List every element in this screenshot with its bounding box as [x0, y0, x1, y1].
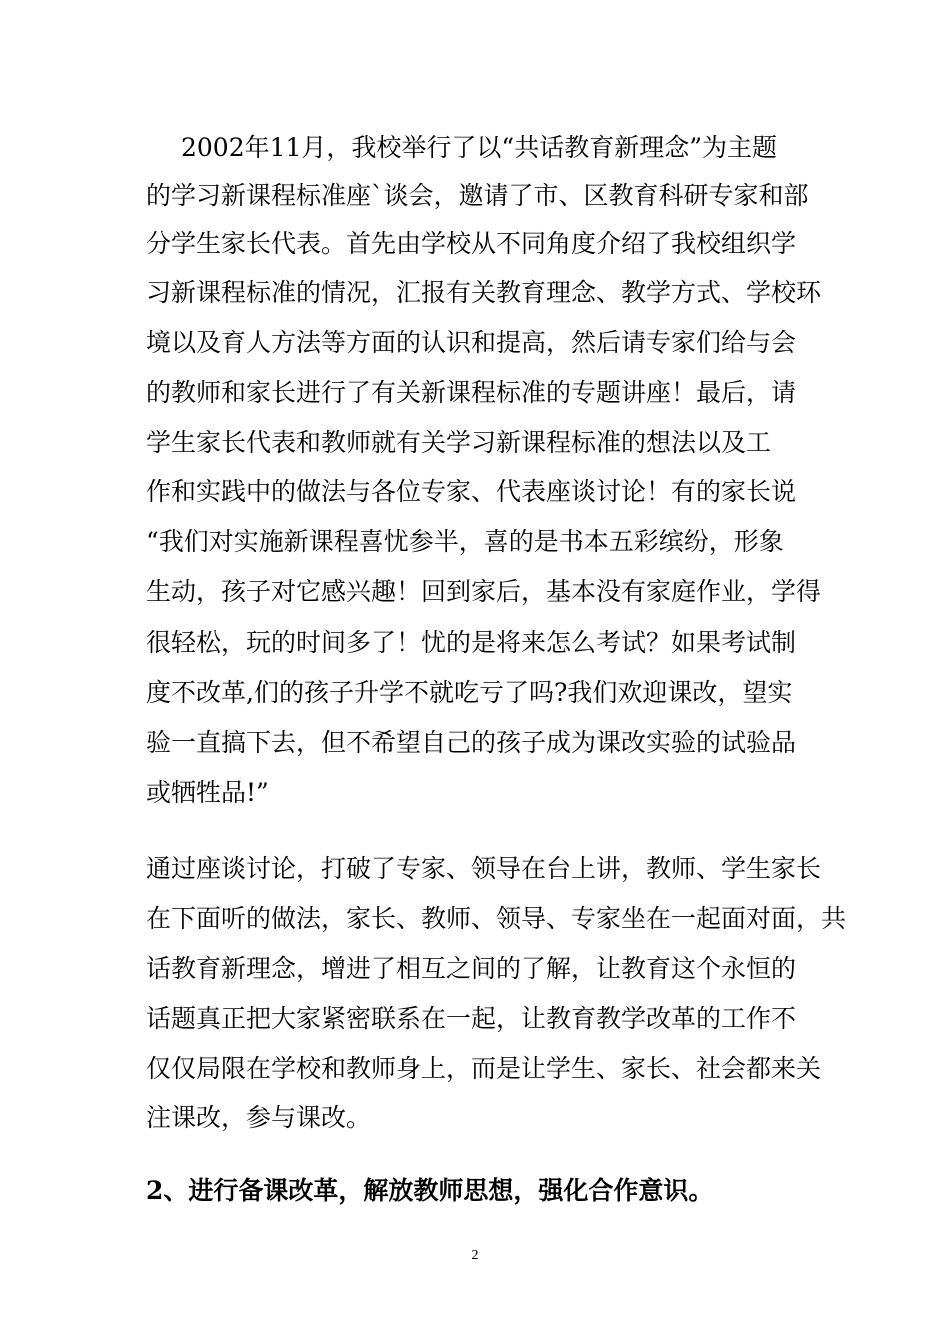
page-number: 2 — [471, 1248, 479, 1263]
paragraph-line: 生动，孩子对它感兴趣！回到家后，基本没有家庭作业，学得 — [146, 577, 822, 606]
paragraph-line: 注课改，参与课改。 — [146, 1103, 372, 1132]
paragraph-line: 习新课程标准的情况，汇报有关教育理念、教学方式、学校环 — [146, 278, 822, 307]
paragraph-line: 学生家长代表和教师就有关学习新课程标准的想法以及工 — [146, 428, 772, 457]
paragraph-line: 境以及育人方法等方面的认识和提高，然后请专家们给与会 — [146, 328, 797, 357]
paragraph-line: “我们对实施新课程喜忧参半，喜的是书本五彩缤纷，形象 — [146, 527, 784, 556]
paragraph-line: 话教育新理念，增进了相互之间的了解，让教育这个永恒的 — [146, 954, 797, 983]
paragraph-line: 的学习新课程标准座`谈会，邀请了市、区教育科研专家和部 — [146, 181, 809, 210]
paragraph-line: 2002年11月，我校举行了以“共话教育新理念”为主题 — [181, 133, 777, 162]
paragraph-line: 在下面听的做法，家长、教师、领导、专家坐在一起面对面，共 — [146, 904, 847, 933]
paragraph-line: 很轻松，玩的时间多了！忧的是将来怎么考试？如果考试制 — [146, 628, 797, 657]
paragraph-line: 分学生家长代表。首先由学校从不同角度介绍了我校组织学 — [146, 229, 797, 258]
paragraph-line: 或牺牲品!” — [146, 778, 269, 807]
paragraph-line: 话题真正把大家紧密联系在一起，让教育教学改革的工作不 — [146, 1004, 797, 1033]
paragraph-line: 通过座谈讨论，打破了专家、领导在台上讲，教师、学生家长 — [146, 854, 822, 883]
paragraph-line: 度不改革,们的孩子升学不就吃亏了吗?我们欢迎课改，望实 — [146, 678, 793, 707]
paragraph-line: 的教师和家长进行了有关新课程标准的专题讲座！最后，请 — [146, 378, 797, 407]
paragraph-line: 作和实践中的做法与各位专家、代表座谈讨论！有的家长说 — [146, 477, 797, 506]
paragraph-line: 验一直搞下去，但不希望自己的孩子成为课改实验的试验品 — [146, 728, 797, 757]
paragraph-line: 仅仅局限在学校和教师身上，而是让学生、家长、社会都来关 — [146, 1054, 822, 1083]
section-heading: 2、进行备课改革，解放教师思想，强化合作意识。 — [146, 1176, 714, 1205]
